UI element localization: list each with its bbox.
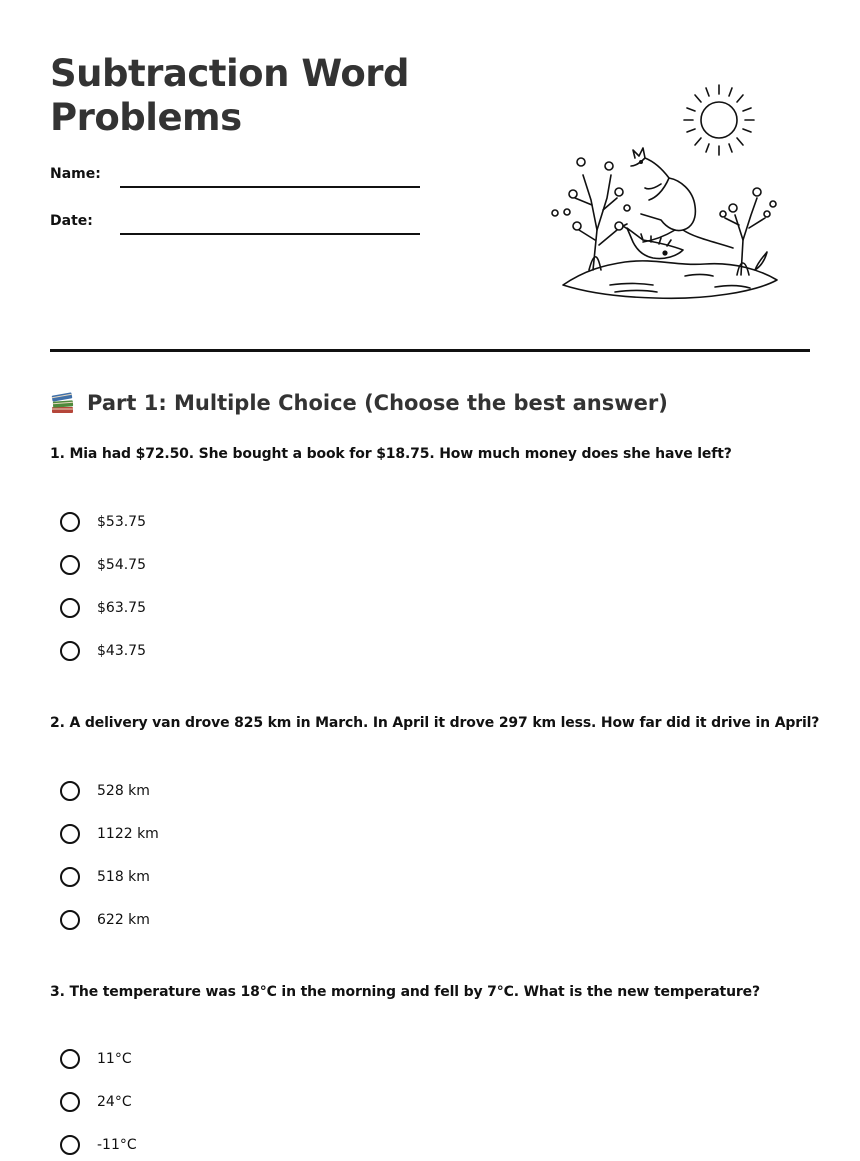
radio-button[interactable] bbox=[60, 867, 80, 887]
tree-icon-left bbox=[552, 158, 630, 270]
ground-icon bbox=[563, 261, 777, 298]
name-label: Name: bbox=[50, 166, 101, 182]
q2-option-1[interactable] bbox=[60, 778, 150, 804]
q1-option-1[interactable] bbox=[60, 509, 146, 535]
q1-option-2[interactable] bbox=[60, 552, 146, 578]
outback-illustration bbox=[545, 80, 785, 310]
q1-option-4[interactable] bbox=[60, 638, 146, 664]
question-1-text: 1. Mia had $72.50. She bought a book for $18.75. How much money does she have left? bbox=[50, 446, 732, 462]
option-label: $63.75 bbox=[97, 600, 146, 616]
q2-option-3[interactable] bbox=[60, 864, 150, 890]
radio-button[interactable] bbox=[60, 1135, 80, 1155]
name-field[interactable] bbox=[50, 166, 420, 190]
option-label: $43.75 bbox=[97, 643, 146, 659]
name-line[interactable] bbox=[120, 186, 420, 188]
option-label: -11°C bbox=[97, 1137, 137, 1153]
tree-icon-right bbox=[720, 188, 776, 275]
option-label: $54.75 bbox=[97, 557, 146, 573]
q1-option-3[interactable] bbox=[60, 595, 146, 621]
option-label: 1122 km bbox=[97, 826, 159, 842]
q2-option-4[interactable] bbox=[60, 907, 150, 933]
q3-option-2[interactable] bbox=[60, 1089, 132, 1115]
radio-button[interactable] bbox=[60, 555, 80, 575]
option-label: 24°C bbox=[97, 1094, 132, 1110]
option-label: $53.75 bbox=[97, 514, 146, 530]
radio-button[interactable] bbox=[60, 824, 80, 844]
q3-option-3[interactable] bbox=[60, 1132, 137, 1158]
date-line[interactable] bbox=[120, 233, 420, 235]
worksheet-title: Subtraction Word Problems bbox=[50, 52, 409, 139]
radio-button[interactable] bbox=[60, 641, 80, 661]
q3-option-1[interactable] bbox=[60, 1046, 132, 1072]
radio-button[interactable] bbox=[60, 512, 80, 532]
question-2-text: 2. A delivery van drove 825 km in March. In April it drove 297 km less. How far did it drive in April? bbox=[50, 715, 820, 731]
date-field[interactable] bbox=[50, 213, 420, 237]
option-label: 518 km bbox=[97, 869, 150, 885]
sun-icon bbox=[684, 85, 754, 155]
question-3-text: 3. The temperature was 18°C in the morning and fell by 7°C. What is the new temperature? bbox=[50, 984, 760, 1000]
radio-button[interactable] bbox=[60, 598, 80, 618]
section-divider bbox=[50, 349, 810, 352]
date-label: Date: bbox=[50, 213, 93, 229]
radio-button[interactable] bbox=[60, 1092, 80, 1112]
option-label: 528 km bbox=[97, 783, 150, 799]
kangaroo-icon bbox=[631, 148, 733, 248]
q2-option-2[interactable] bbox=[60, 821, 159, 847]
part1-heading bbox=[50, 390, 668, 416]
radio-button[interactable] bbox=[60, 910, 80, 930]
radio-button[interactable] bbox=[60, 781, 80, 801]
radio-button[interactable] bbox=[60, 1049, 80, 1069]
part1-heading-text: Part 1: Multiple Choice (Choose the best answer) bbox=[87, 391, 668, 415]
option-label: 11°C bbox=[97, 1051, 132, 1067]
books-icon bbox=[50, 390, 76, 416]
option-label: 622 km bbox=[97, 912, 150, 928]
